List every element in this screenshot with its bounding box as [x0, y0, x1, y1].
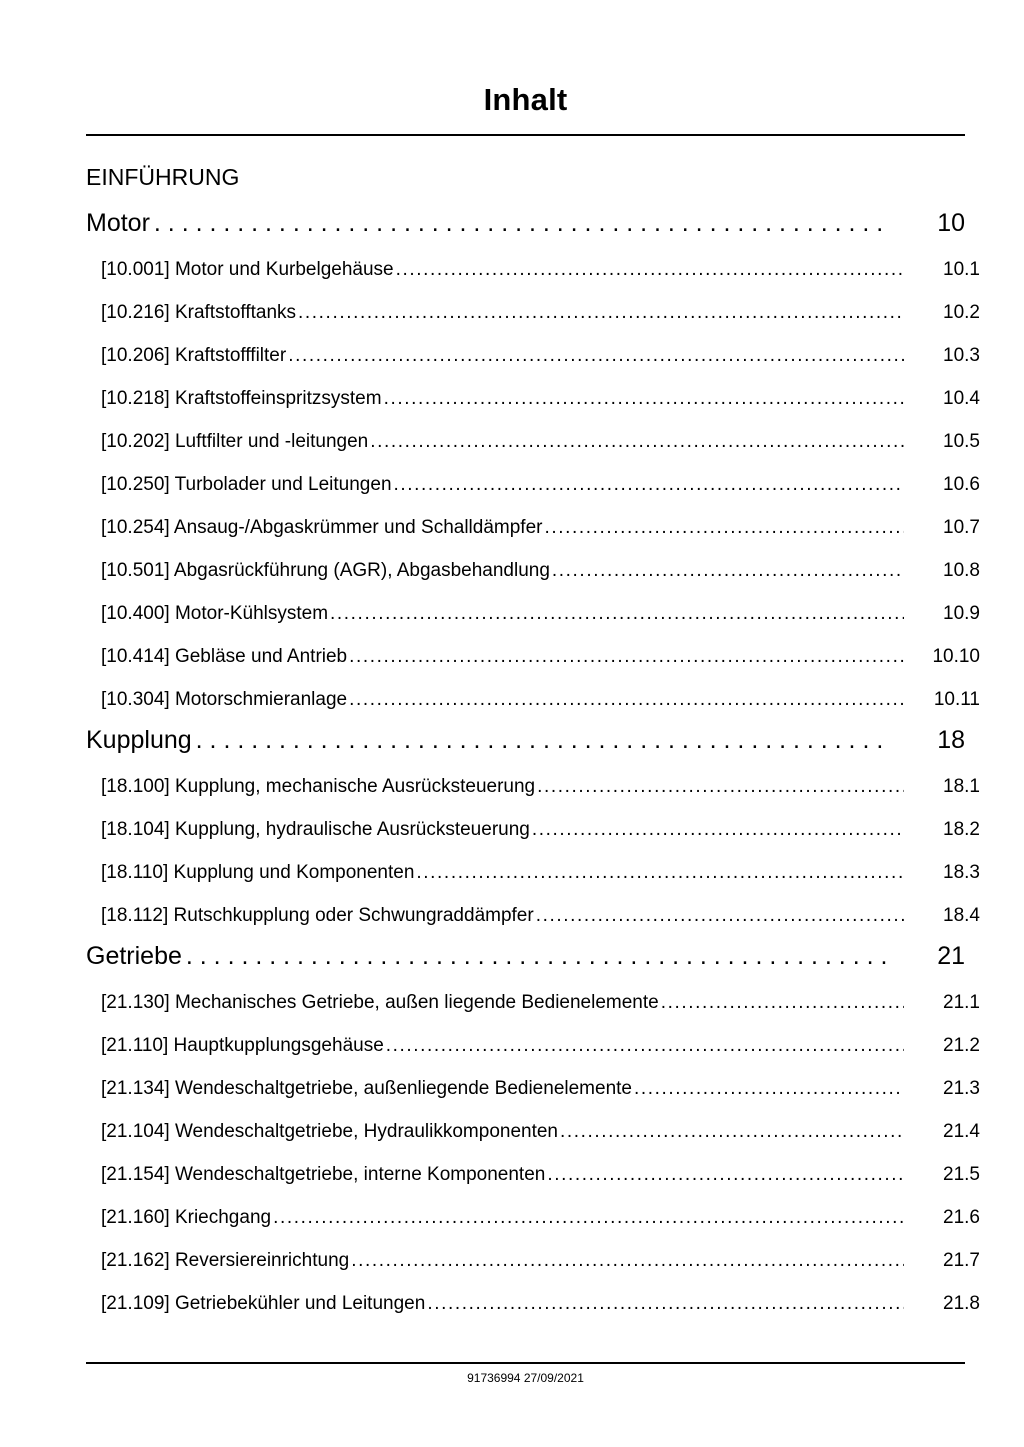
toc-entry-row[interactable]	[86, 990, 980, 1016]
intro-heading: EINFÜHRUNG	[86, 164, 240, 190]
footer-divider	[86, 1362, 965, 1364]
dot-leader	[394, 472, 904, 498]
toc-entry-label: [21.130] Mechanisches Getriebe, außen liegende Bedienelemente	[101, 992, 659, 1013]
toc-entry-label: [21.104] Wendeschaltgetriebe, Hydraulikkomponenten	[101, 1121, 558, 1142]
toc-entry-page-number: 18.1	[943, 776, 980, 797]
toc-entry-row[interactable]	[86, 1076, 980, 1102]
dot-leader	[351, 1248, 904, 1274]
toc-entry-page-number: 18.4	[943, 905, 980, 926]
toc-entry-page-number: 18.2	[943, 819, 980, 840]
toc-entry-row[interactable]	[86, 472, 980, 498]
toc-entry-label: [21.162] Reversiereinrichtung	[101, 1250, 350, 1271]
toc-entry-page-number: 21.6	[943, 1207, 980, 1228]
toc-entry-label: [21.134] Wendeschaltgetriebe, außenliegende Bedienelemente	[101, 1078, 632, 1099]
toc-section-page-number: 10	[937, 209, 965, 237]
toc-entry-label: [10.501] Abgasrückführung (AGR), Abgasbehandlung	[101, 560, 550, 581]
toc-entry-page-number: 10.4	[943, 388, 980, 409]
toc-entry-row[interactable]	[86, 343, 980, 369]
section-list	[86, 206, 980, 1317]
toc-entry-page-number: 10.1	[943, 259, 980, 280]
toc-section-heading-row[interactable]	[86, 723, 965, 757]
dot-leader	[634, 1076, 904, 1102]
toc-entry-page-number: 21.4	[943, 1121, 980, 1142]
toc-entry-row[interactable]	[86, 601, 980, 627]
toc-section	[86, 723, 980, 929]
toc-entry-page-number: 21.8	[943, 1293, 980, 1314]
dot-leader	[544, 515, 904, 541]
dot-leader	[536, 903, 904, 929]
dot-leader	[532, 817, 904, 843]
toc-entry-row[interactable]	[86, 257, 980, 283]
toc-section-title: Getriebe	[86, 942, 182, 970]
dot-leader	[288, 343, 904, 369]
toc-entry-label: [18.100] Kupplung, mechanische Ausrücksteuerung	[101, 776, 536, 797]
toc-entry-label: [10.304] Motorschmieranlage	[101, 689, 348, 710]
toc-entry-label: [10.202] Luftfilter und -leitungen	[101, 431, 369, 452]
toc-entry-label: [21.160] Kriechgang	[101, 1207, 272, 1228]
dot-leader	[370, 429, 904, 455]
toc-entry-label: [18.112] Rutschkupplung oder Schwungraddämpfer	[101, 905, 534, 926]
toc-entry-row[interactable]	[86, 1205, 980, 1231]
toc-entry-label: [21.110] Hauptkupplungsgehäuse	[101, 1035, 384, 1056]
toc-section-heading-row[interactable]	[86, 939, 965, 973]
toc-entry-page-number: 10.3	[943, 345, 980, 366]
toc-entry-page-number: 21.7	[943, 1250, 980, 1271]
dot-leader	[427, 1291, 904, 1317]
dot-leader	[386, 1033, 904, 1059]
toc-entry-row[interactable]	[86, 860, 980, 886]
toc-entry-row[interactable]	[86, 1033, 980, 1059]
dot-leader	[298, 300, 904, 326]
toc-entry-row[interactable]	[86, 300, 980, 326]
toc-entry-row[interactable]	[86, 429, 980, 455]
toc-entry-label: [10.400] Motor-Kühlsystem	[101, 603, 329, 624]
header-divider	[86, 134, 965, 136]
dot-leader	[416, 860, 904, 886]
dot-leader	[273, 1205, 904, 1231]
toc-section-page-number: 21	[937, 942, 965, 970]
toc-section	[86, 206, 980, 713]
toc-section-page-number: 18	[937, 726, 965, 754]
dot-leader	[537, 774, 904, 800]
toc-entry-label: [10.216] Kraftstofftanks	[101, 302, 297, 323]
toc-entry-row[interactable]	[86, 386, 980, 412]
toc-entry-page-number: 10.10	[932, 646, 980, 667]
toc-entry-page-number: 21.3	[943, 1078, 980, 1099]
table-of-contents	[86, 162, 980, 1317]
toc-entry-row[interactable]	[86, 817, 980, 843]
toc-entry-label: [10.218] Kraftstoffeinspritzsystem	[101, 388, 382, 409]
toc-entry-label: [21.109] Getriebekühler und Leitungen	[101, 1293, 426, 1314]
toc-entry-row[interactable]	[86, 1119, 980, 1145]
toc-entry-page-number: 10.8	[943, 560, 980, 581]
toc-entry-row[interactable]	[86, 558, 980, 584]
dot-leader	[552, 558, 904, 584]
toc-section	[86, 939, 980, 1317]
toc-entry-row[interactable]	[86, 644, 980, 670]
toc-entry-page-number: 21.1	[943, 992, 980, 1013]
dot-leader	[154, 206, 891, 240]
dot-leader	[349, 687, 904, 713]
toc-entry-row[interactable]	[86, 903, 980, 929]
toc-entry-label: [10.414] Gebläse und Antrieb	[101, 646, 348, 667]
toc-entry-row[interactable]	[86, 1162, 980, 1188]
toc-entry-row[interactable]	[86, 515, 980, 541]
toc-entry-label: [10.206] Kraftstofffilter	[101, 345, 287, 366]
dot-leader	[661, 990, 904, 1016]
toc-entry-page-number: 10.7	[943, 517, 980, 538]
toc-entry-label: [10.250] Turbolader und Leitungen	[101, 474, 392, 495]
toc-entry-row[interactable]	[86, 687, 980, 713]
dot-leader	[186, 939, 891, 973]
toc-entry-page-number: 10.9	[943, 603, 980, 624]
footer-text: 91736994 27/09/2021	[467, 1371, 584, 1385]
dot-leader	[349, 644, 904, 670]
dot-leader	[560, 1119, 904, 1145]
toc-section-heading-row[interactable]	[86, 206, 965, 240]
toc-entry-label: [18.104] Kupplung, hydraulische Ausrücksteuerung	[101, 819, 530, 840]
toc-section-title: Motor	[86, 209, 150, 237]
toc-entry-label: [10.254] Ansaug-/Abgaskrümmer und Schalldämpfer	[101, 517, 543, 538]
toc-entry-page-number: 10.6	[943, 474, 980, 495]
dot-leader	[196, 723, 891, 757]
toc-entry-label: [21.154] Wendeschaltgetriebe, interne Komponenten	[101, 1164, 546, 1185]
toc-entry-row[interactable]	[86, 1248, 980, 1274]
toc-entry-page-number: 10.2	[943, 302, 980, 323]
toc-entry-page-number: 21.5	[943, 1164, 980, 1185]
toc-entry-page-number: 10.5	[943, 431, 980, 452]
page-title: Inhalt	[483, 82, 568, 117]
toc-entry-label: [10.001] Motor und Kurbelgehäuse	[101, 259, 394, 280]
toc-entry-page-number: 18.3	[943, 862, 980, 883]
dot-leader	[396, 257, 904, 283]
dot-leader	[547, 1162, 904, 1188]
toc-entry-row[interactable]	[86, 1291, 980, 1317]
toc-entry-label: [18.110] Kupplung und Komponenten	[101, 862, 415, 883]
toc-entry-row[interactable]	[86, 774, 980, 800]
dot-leader	[384, 386, 904, 412]
toc-entry-page-number: 21.2	[943, 1035, 980, 1056]
dot-leader	[330, 601, 904, 627]
toc-section-title: Kupplung	[86, 726, 192, 754]
toc-entry-page-number: 10.11	[933, 689, 980, 710]
